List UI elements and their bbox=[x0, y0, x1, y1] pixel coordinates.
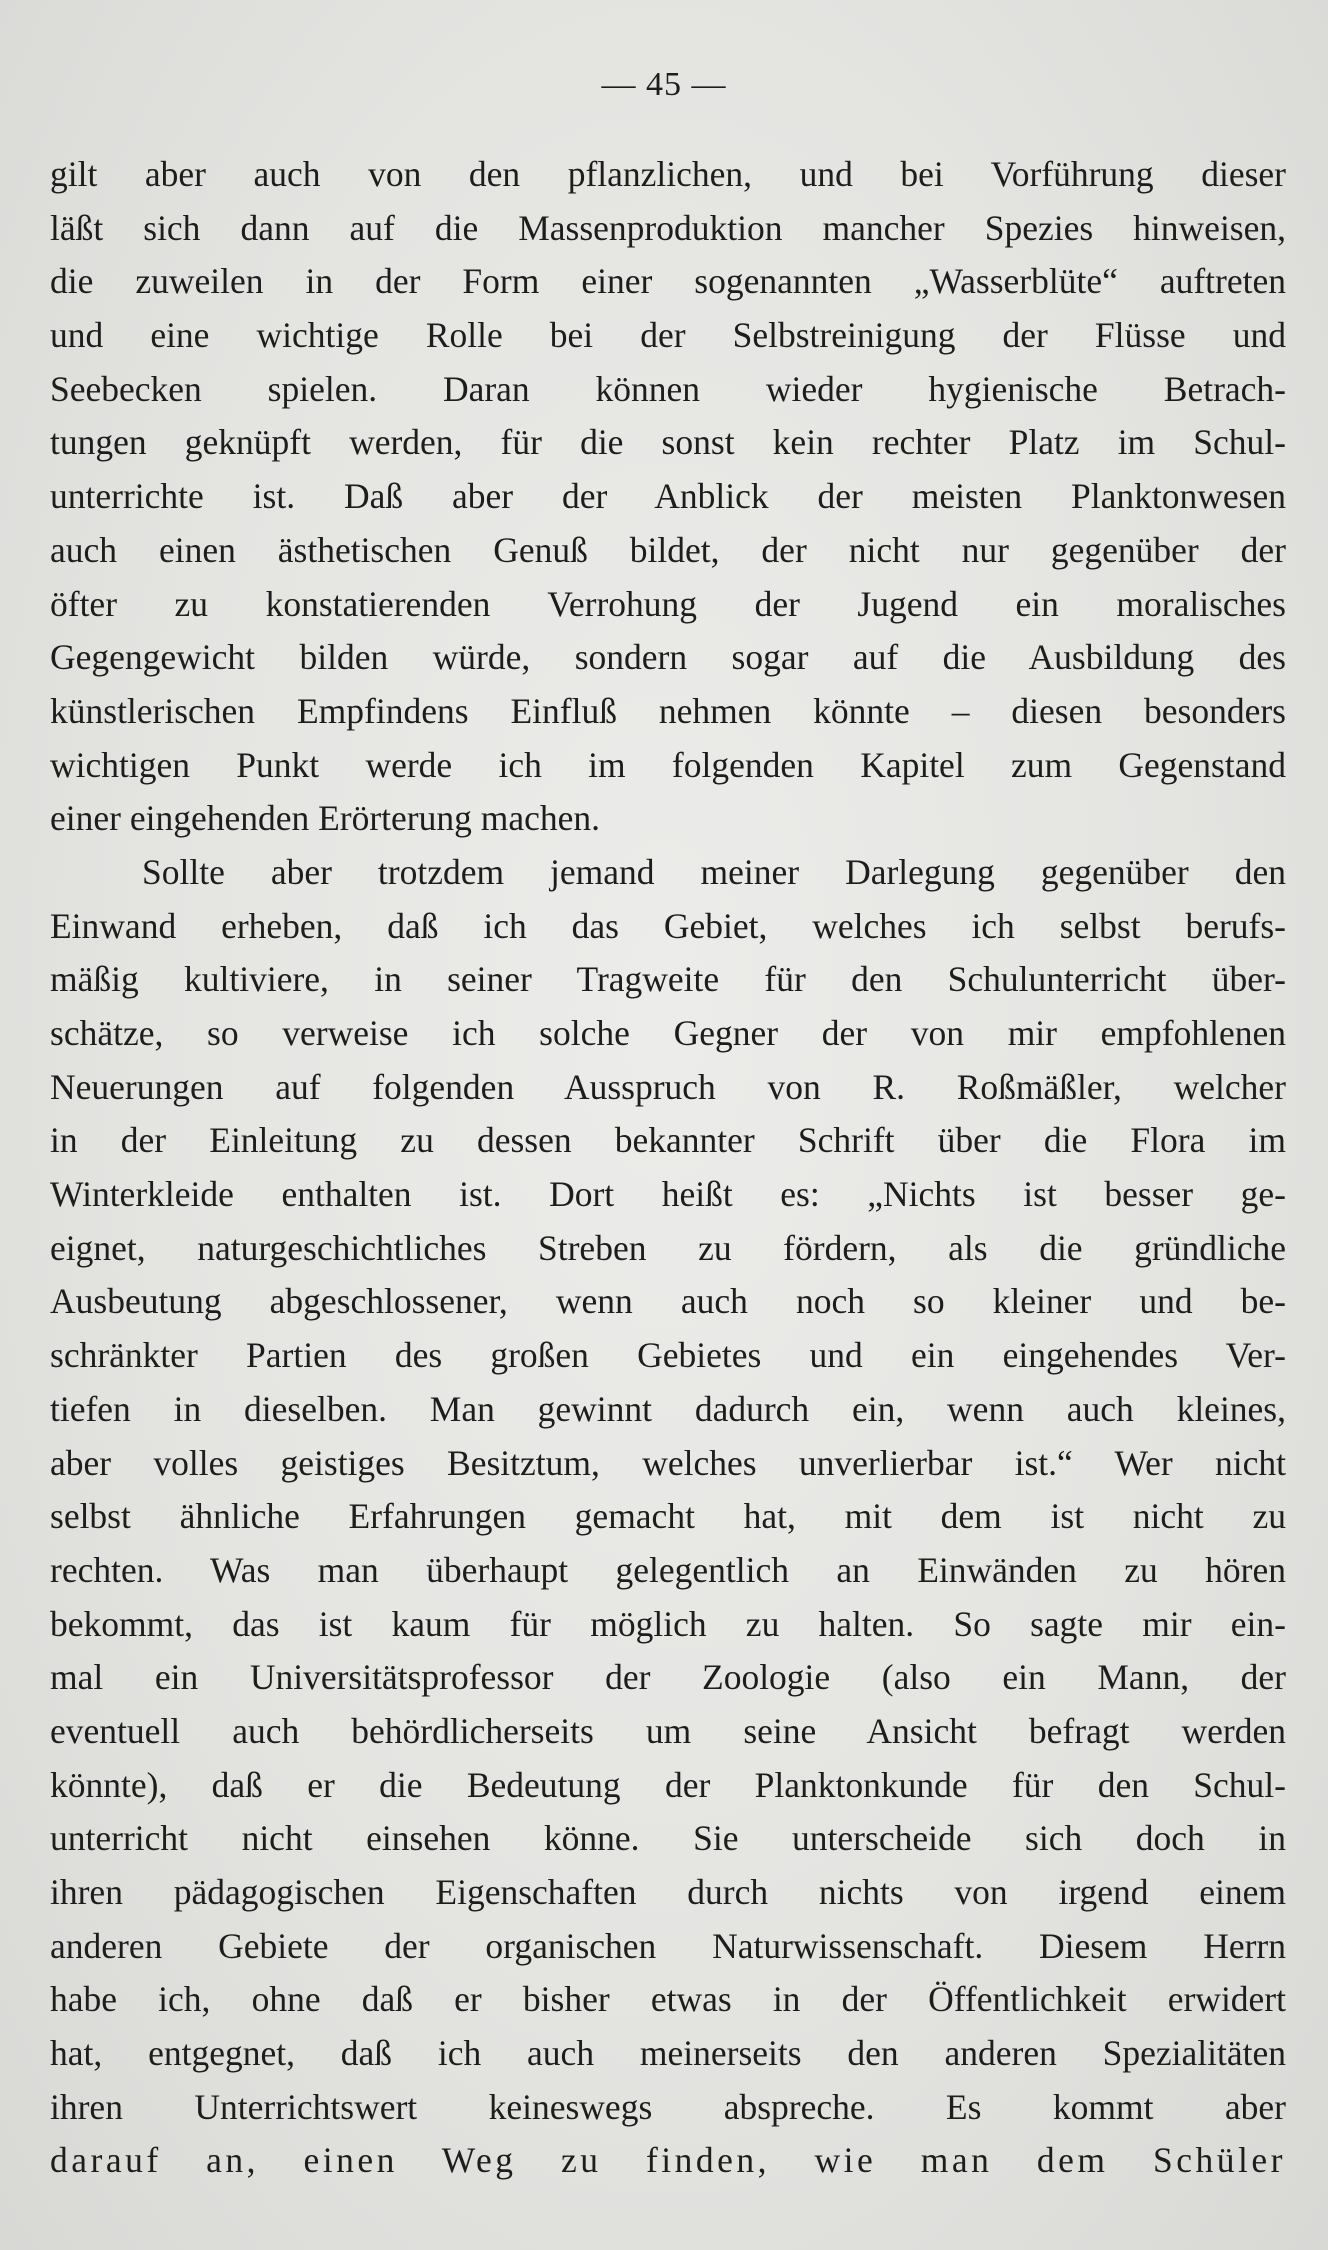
text-line: öfter zu konstatierenden Verrohung der Jugend ein moralisches bbox=[50, 583, 1286, 624]
body-text bbox=[50, 148, 1286, 2188]
text-line: selbst ähnliche Erfahrungen gemacht hat, mit dem ist nicht zu bbox=[50, 1496, 1286, 1537]
text-line: anderen Gebiete der organischen Naturwissenschaft. Diesem Herrn bbox=[50, 1925, 1286, 1966]
text-line: mäßig kultiviere, in seiner Tragweite für den Schulunterricht über- bbox=[50, 959, 1286, 1000]
text-line: die zuweilen in der Form einer sogenannten „Wasserblüte“ auftreten bbox=[50, 261, 1286, 302]
text-line: eignet, naturgeschichtliches Streben zu fördern, als die gründliche bbox=[50, 1227, 1286, 1268]
text-line: wichtigen Punkt werde ich im folgenden Kapitel zum Gegenstand bbox=[50, 744, 1286, 785]
text-line: Winterkleide enthalten ist. Dort heißt es: „Nichts ist besser ge- bbox=[50, 1174, 1286, 1215]
paragraph-end-line: einer eingehenden Erörterung machen. bbox=[50, 798, 600, 839]
text-line: mal ein Universitätsprofessor der Zoologie (also ein Mann, der bbox=[50, 1657, 1286, 1698]
text-line: könnte), daß er die Bedeutung der Planktonkunde für den Schul- bbox=[50, 1764, 1286, 1805]
text-line: auch einen ästhetischen Genuß bildet, der nicht nur gegenüber der bbox=[50, 529, 1286, 570]
text-line: gilt aber auch von den pflanzlichen, und bei Vorführung dieser bbox=[50, 154, 1286, 194]
text-line: künstlerischen Empfindens Einfluß nehmen könnte – diesen besonders bbox=[50, 690, 1286, 731]
text-line: ihren pädagogischen Eigenschaften durch nichts von irgend einem bbox=[50, 1872, 1286, 1912]
text-line: aber volles geistiges Besitztum, welches unverlierbar ist.“ Wer nicht bbox=[50, 1442, 1286, 1483]
text-line: läßt sich dann auf die Massenproduktion mancher Spezies hinweisen, bbox=[50, 207, 1286, 248]
text-line: Einwand erheben, daß ich das Gebiet, welches ich selbst berufs- bbox=[50, 905, 1286, 946]
text-line: bekommt, das ist kaum für möglich zu halten. So sagte mir ein- bbox=[50, 1603, 1286, 1644]
text-line: Neuerungen auf folgenden Ausspruch von R. Roßmäßler, welcher bbox=[50, 1066, 1286, 1107]
text-line: Gegengewicht bilden würde, sondern sogar auf die Ausbildung des bbox=[50, 637, 1286, 678]
text-line: schätze, so verweise ich solche Gegner der von mir empfohlenen bbox=[50, 1013, 1286, 1053]
text-line: unterrichte ist. Daß aber der Anblick der meisten Planktonwesen bbox=[50, 476, 1286, 517]
text-line: rechten. Was man überhaupt gelegentlich an Einwänden zu hören bbox=[50, 1549, 1286, 1590]
text-line: in der Einleitung zu dessen bekannter Schrift über die Flora im bbox=[50, 1120, 1286, 1161]
text-line: schränkter Partien des großen Gebietes und ein eingehendes Ver- bbox=[50, 1335, 1286, 1376]
text-line: unterricht nicht einsehen könne. Sie unterscheide sich doch in bbox=[50, 1818, 1286, 1859]
text-line: Seebecken spielen. Daran können wieder hygienische Betrach- bbox=[50, 368, 1286, 409]
text-line: eventuell auch behördlicherseits um seine Ansicht befragt werden bbox=[50, 1710, 1286, 1751]
text-line: tungen geknüpft werden, für die sonst kein rechter Platz im Schul- bbox=[50, 422, 1286, 463]
text-line: habe ich, ohne daß er bisher etwas in der Öffentlichkeit erwidert bbox=[50, 1979, 1286, 2020]
text-line: Ausbeutung abgeschlossener, wenn auch noch so kleiner und be- bbox=[50, 1281, 1286, 1322]
text-line: darauf an, einen Weg zu finden, wie man dem Schüler bbox=[50, 2140, 1286, 2181]
text-line: ihren Unterrichtswert keineswegs abspreche. Es kommt aber bbox=[50, 2086, 1286, 2127]
paragraph-start-line: Sollte aber trotzdem jemand meiner Darlegung gegenüber den bbox=[142, 851, 1286, 892]
page-number: — 45 — bbox=[601, 66, 727, 103]
text-line: tiefen in dieselben. Man gewinnt dadurch ein, wenn auch kleines, bbox=[50, 1388, 1286, 1429]
text-line: hat, entgegnet, daß ich auch meinerseits den anderen Spezialitäten bbox=[50, 2033, 1286, 2074]
text-line: und eine wichtige Rolle bei der Selbstreinigung der Flüsse und bbox=[50, 315, 1286, 356]
